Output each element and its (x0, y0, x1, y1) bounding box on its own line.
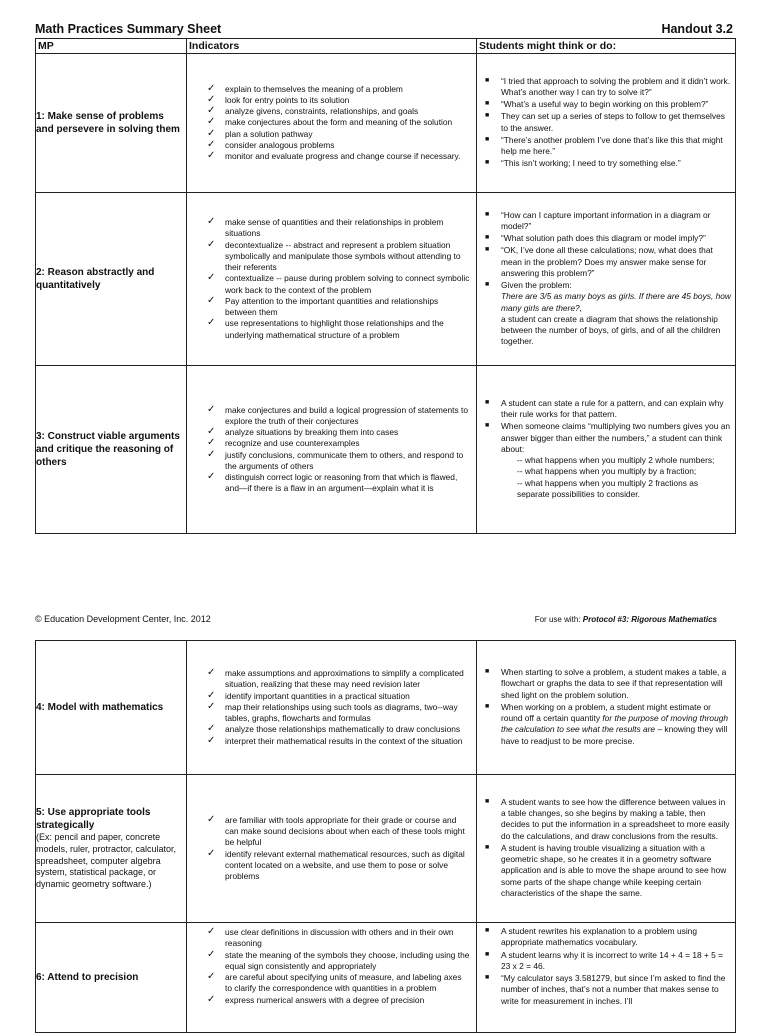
indicator-item: ✓ analyze situations by breaking them into cases (207, 426, 399, 437)
student-item: ■ “How can I capture important information in a diagram or model?” (485, 209, 711, 231)
table-row (36, 193, 736, 366)
indicator-item: ✓ justify conclusions, communicate them to others, and respond to the arguments of others (207, 448, 464, 471)
indicator-item: ✓ distinguish correct logic or reasoning from that which is flawed, and—if there is a flaw in an argument—explain what it is (207, 471, 458, 494)
square-bullet-icon: ■ (485, 702, 490, 710)
table-row (36, 54, 736, 193)
indicator-item: ✓ use clear definitions in discussion with others and in their own reasoning (207, 926, 454, 949)
copyright-text: © Education Development Center, Inc. 2012 (35, 614, 211, 624)
checkmark-icon: ✓ (207, 403, 216, 415)
indicator-item: ✓ use representations to highlight those relationships and the underlying mathematical structure of a problem (207, 317, 444, 340)
square-bullet-icon: ■ (485, 234, 490, 241)
indicators-cell (187, 193, 477, 366)
indicator-item: ✓ contextualize -- pause during problem solving to connect symbolic work back to the context of the problem (207, 272, 470, 295)
student-item: ■ “What’s a useful way to begin working on this problem?” (485, 99, 709, 109)
square-bullet-icon: ■ (485, 100, 490, 107)
checkmark-icon: ✓ (207, 471, 216, 482)
indicator-item: ✓ look for entry points to its solution (207, 93, 350, 105)
checkmark-icon: ✓ (207, 294, 216, 306)
indicator-item: ✓ explain to themselves the meaning of a problem (207, 82, 403, 94)
square-bullet-icon: ■ (485, 246, 490, 254)
student-item: ■ They can set up a series of steps to follow to get themselves to the answer. (485, 111, 725, 133)
checkmark-icon: ✓ (207, 734, 216, 746)
indicator-item: ✓ decontextualize -- abstract and represent a problem situation symbolically and manipulate those symbols without attending to their referents (207, 238, 461, 273)
practices-table-1 (35, 38, 736, 534)
student-item: ■ Given the problem: There are 3/5 as many boys as girls. If there are 45 boys, how many girls are there?, a student can create a diagram that shows the relationship between the number of boys, of girls, and of all the children together. (485, 280, 731, 347)
indicator-item: ✓ analyze those relationships mathematically to draw conclusions (207, 723, 461, 735)
checkmark-icon: ✓ (207, 971, 216, 982)
indicator-item: ✓ make sense of quantities and their relationships in problem situations (207, 216, 444, 239)
mp-cell (36, 641, 187, 775)
square-bullet-icon: ■ (485, 843, 490, 851)
sub-item: -- what happens when you multiply 2 whole numbers; (517, 455, 715, 466)
indicators-cell (187, 641, 477, 775)
mp-cell (36, 366, 187, 534)
checkmark-icon: ✓ (207, 317, 216, 329)
practices-table-2 (35, 640, 736, 1033)
student-item: ■ “OK, I’ve done all these calculations; now, what does that mean in the problem? Does my answer make sense for answering this problem?” (485, 245, 713, 278)
sub-item: -- what happens when you multiply 2 fractions as separate possibilities to consider. (517, 477, 699, 499)
student-item: ■ When starting to solve a problem, a student makes a table, a flowchart or graphs the data to see if that representation will shed light on the problem solution. (485, 667, 727, 700)
square-bullet-icon: ■ (485, 797, 490, 805)
checkmark-icon: ✓ (207, 667, 216, 679)
page-footer (35, 614, 733, 628)
checkmark-icon: ✓ (207, 700, 216, 712)
header-mp: MP (36, 39, 187, 54)
for-use-with: For use with: Protocol #3: Rigorous Mathematics (534, 615, 717, 624)
student-item: ■ When working on a problem, a student might estimate or round off a certain quantity for the purpose of moving through the calculation to see what the results are – knowing they will have to readjust to be more precise. (485, 701, 729, 746)
checkmark-icon: ✓ (207, 993, 216, 1005)
square-bullet-icon: ■ (485, 927, 490, 934)
table-header-row (36, 39, 736, 54)
students-cell (477, 54, 736, 193)
indicator-item: ✓ make conjectures about the form and meaning of the solution (207, 116, 453, 128)
checkmark-icon: ✓ (207, 127, 216, 139)
mp-cell (36, 54, 187, 193)
student-item: ■ A student rewrites his explanation to a problem using appropriate mathematics vocabulary. (485, 926, 697, 948)
checkmark-icon: ✓ (207, 948, 216, 960)
mp-note: (Ex: pencil and paper, concrete models, ruler, protractor, calculator, spreadsheet, computer algebra system, statistical package, or dynamic geometry software.) (36, 832, 177, 890)
student-item: ■ “What solution path does this diagram or model imply?” (485, 233, 706, 243)
student-item: ■ “I tried that approach to solving the problem and it didn’t work. What’s another way I can try to solve it?” (485, 75, 731, 97)
indicator-item: ✓ make assumptions and approximations to simplify a complicated situation, realizing that these may need revision later (207, 667, 464, 690)
table-row (36, 366, 736, 534)
indicators-cell (187, 923, 477, 1033)
given-followup-text: a student can create a diagram that shows the relationship between the number of boys, of girls, and of all the children together. (501, 313, 721, 347)
mp-title: 4: Model with mathematics (36, 702, 164, 713)
mp-title: 6: Attend to precision (36, 972, 139, 983)
indicator-item: ✓ identify relevant external mathematical resources, such as digital content located on a website, and use them to pose or solve problems (207, 847, 465, 881)
student-item: ■ “There’s another problem I’ve done that’s like this that might help me here.” (485, 134, 723, 156)
checkmark-icon: ✓ (207, 926, 216, 937)
checkmark-icon: ✓ (207, 216, 216, 228)
sub-item: -- what happens when you multiply by a fraction; (517, 466, 697, 477)
checkmark-icon: ✓ (207, 82, 216, 94)
student-item: ■ A student is having trouble visualizing a situation with a geometric shape, so he creates it in a geometry software application and is able to move the shape around to see how some parts of the shape change while keeping certain characteristics of the shape the same. (485, 842, 727, 898)
student-item: ■ “My calculator says 3.581279, but since I’m asked to find the number of inches, that’s not a number that makes sense to write for measurement in inches. I’ll (485, 973, 726, 1006)
students-cell (477, 775, 736, 923)
indicator-item: ✓ monitor and evaluate progress and change course if necessary. (207, 150, 461, 162)
checkmark-icon: ✓ (207, 437, 216, 449)
checkmark-icon: ✓ (207, 138, 216, 150)
mp-cell (36, 775, 187, 923)
square-bullet-icon: ■ (485, 950, 490, 958)
checkmark-icon: ✓ (207, 689, 216, 701)
mp-title: 5: Use appropriate tools strategically (36, 807, 151, 832)
students-cell (477, 641, 736, 775)
mp-title: 1: Make sense of problems and persevere in solving them (36, 111, 180, 135)
mp-title: 2: Reason abstractly and quantitatively (36, 267, 155, 291)
checkmark-icon: ✓ (207, 105, 216, 117)
square-bullet-icon: ■ (485, 112, 490, 120)
indicator-item: ✓ are familiar with tools appropriate for their grade or course and can make sound decisions about when each of these tools might be helpful (207, 813, 465, 848)
square-bullet-icon: ■ (485, 974, 490, 981)
student-item: ■ A student can state a rule for a pattern, and can explain why their rule works for that pattern. (485, 397, 724, 420)
checkmark-icon: ✓ (207, 723, 216, 735)
indicator-item: ✓ map their relationships using such tools as diagrams, two--way tables, graphs, flowcharts and formulas (207, 700, 458, 724)
square-bullet-icon: ■ (485, 668, 490, 676)
given-problem-text: There are 3/5 as many boys as girls. If there are 45 boys, how many girls are there?, (501, 291, 731, 313)
indicator-item: ✓ identify important quantities in a practical situation (207, 689, 410, 701)
square-bullet-icon: ■ (485, 210, 490, 218)
checkmark-icon: ✓ (207, 448, 216, 460)
mp-cell (36, 923, 187, 1033)
indicator-item: ✓ analyze givens, constraints, relationships, and goals (207, 105, 419, 117)
students-cell (477, 193, 736, 366)
checkmark-icon: ✓ (207, 426, 216, 437)
square-bullet-icon: ■ (485, 76, 490, 84)
checkmark-icon: ✓ (207, 813, 216, 825)
student-item: ■ A student wants to see how the difference between values in a table changes, so she begins by making a table, then decides to put the information in a spreadsheet to more easily do the calculations, and draw conclusions from the results. (485, 796, 730, 841)
square-bullet-icon: ■ (485, 135, 490, 143)
students-cell (477, 366, 736, 534)
indicators-cell (187, 366, 477, 534)
table-row (36, 641, 736, 775)
indicator-item: ✓ express numerical answers with a degree of precision (207, 993, 425, 1005)
checkmark-icon: ✓ (207, 150, 216, 162)
page-header (35, 22, 733, 38)
student-item: ■ When someone claims “multiplying two numbers gives you an answer bigger than either the numbers,” a student can think about: -- what happens when you multiply 2 whole numbers; -- what happens when you multiply by a fraction; -- what happens when you multiply 2 fractions as separate possibilities to consider. (485, 421, 731, 499)
header-students: Students might think or do: (477, 39, 736, 54)
square-bullet-icon: ■ (485, 422, 490, 430)
indicator-item: ✓ Pay attention to the important quantities and relationships between them (207, 294, 439, 318)
student-item: ■ “This isn’t working; I need to try something else.” (485, 158, 681, 169)
checkmark-icon: ✓ (207, 93, 216, 105)
mp-cell (36, 193, 187, 366)
square-bullet-icon: ■ (485, 159, 490, 167)
indicator-item: ✓ consider analogous problems (207, 138, 335, 150)
checkmark-icon: ✓ (207, 116, 216, 128)
checkmark-icon: ✓ (207, 238, 216, 250)
checkmark-icon: ✓ (207, 272, 216, 284)
indicators-cell (187, 775, 477, 923)
sheet-title: Math Practices Summary Sheet (35, 22, 222, 36)
table-row (36, 923, 736, 1033)
handout-number: Handout 3.2 (661, 22, 733, 36)
checkmark-icon: ✓ (207, 847, 216, 859)
square-bullet-icon: ■ (485, 281, 490, 288)
table-row (36, 775, 736, 923)
indicator-item: ✓ make conjectures and build a logical progression of statements to explore the truth of their conjectures (207, 403, 469, 426)
indicators-cell (187, 54, 477, 193)
indicator-item: ✓ interpret their mathematical results in the context of the situation (207, 734, 463, 746)
indicator-item: ✓ are careful about specifying units of measure, and labeling axes to clarify the correspondence with quantities in a problem (207, 971, 462, 994)
mp-title: 3: Construct viable arguments and critique the reasoning of others (36, 431, 180, 468)
indicator-item: ✓ recognize and use counterexamples (207, 437, 360, 449)
student-item: ■ A student learns why it is incorrect to write 14 + 4 = 18 + 5 = 23 x 2 = 46. (485, 949, 724, 971)
square-bullet-icon: ■ (485, 398, 490, 406)
indicator-item: ✓ state the meaning of the symbols they choose, including using the equal sign consistently and appropriately (207, 948, 470, 971)
header-indicators: Indicators (187, 39, 477, 54)
indicator-item: ✓ plan a solution pathway (207, 127, 313, 139)
students-cell (477, 923, 736, 1033)
